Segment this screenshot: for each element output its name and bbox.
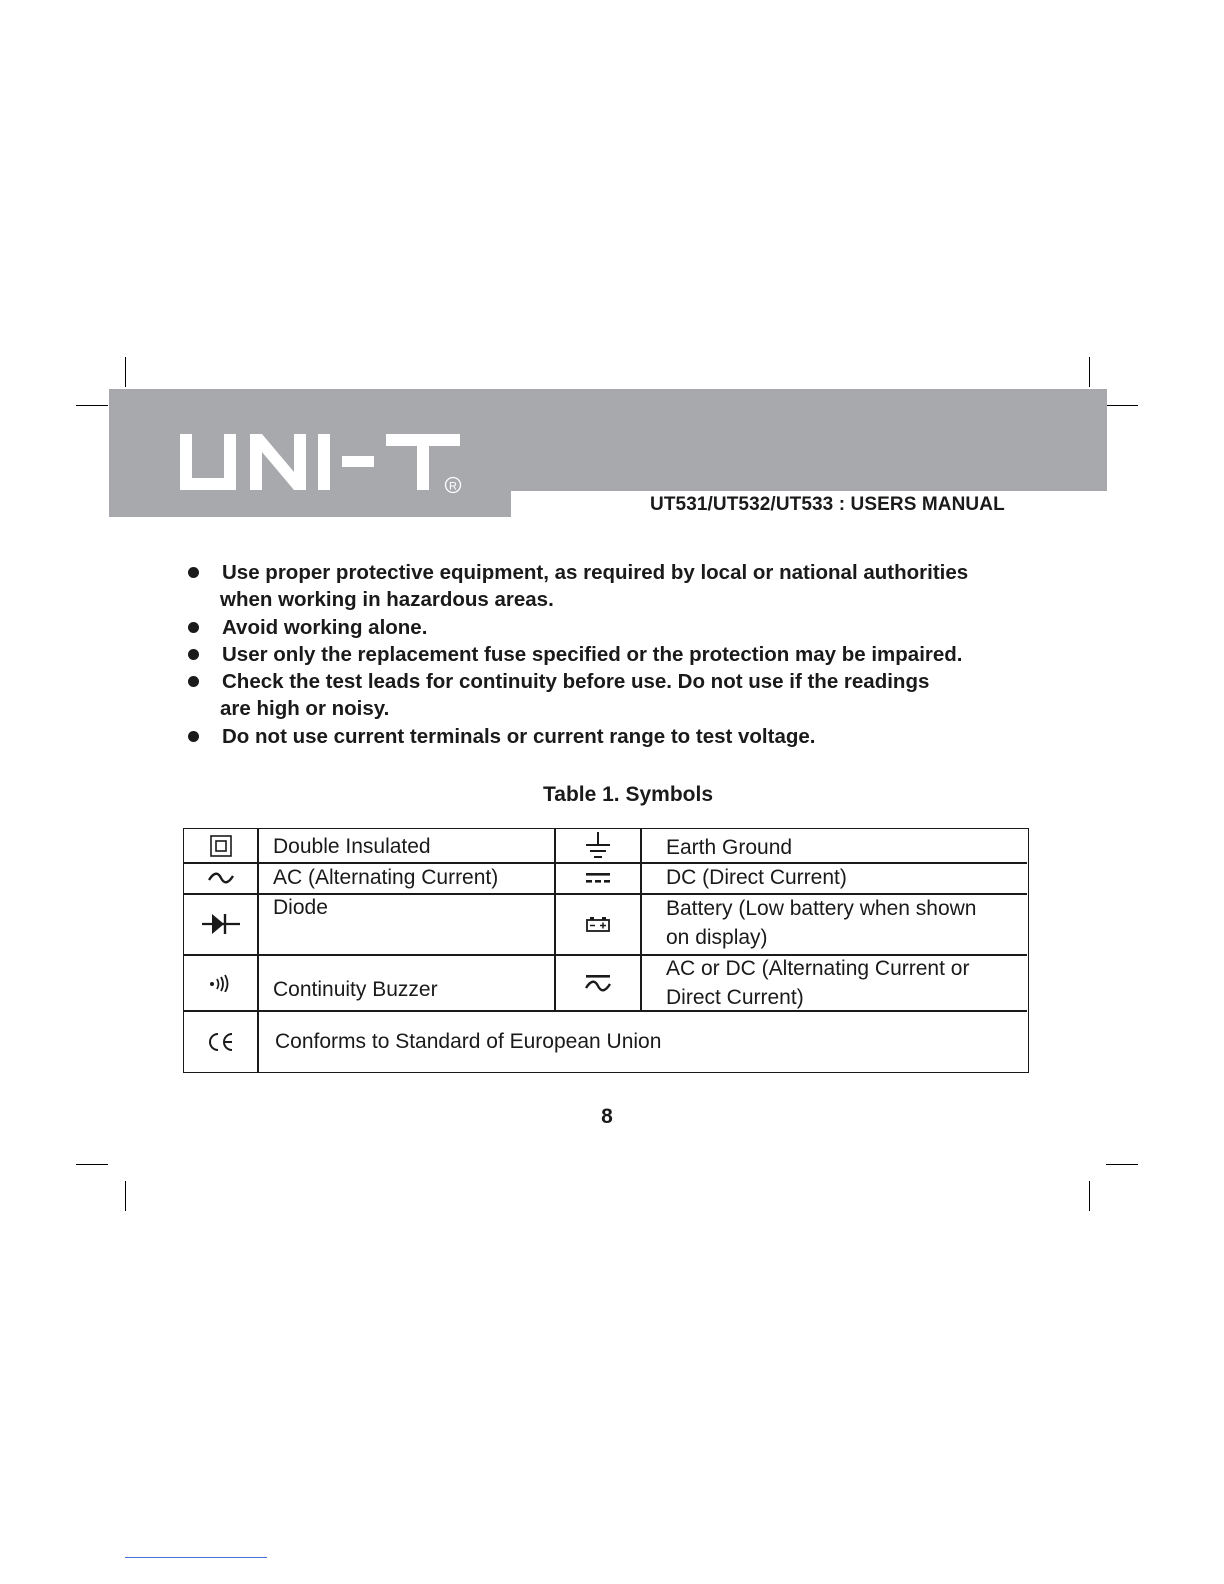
crop-mark	[1089, 1181, 1090, 1211]
symbol-label: AC or DC (Alternating Current or Direct Current)	[666, 957, 970, 1009]
list-item: User only the replacement fuse specified or the protection may be impaired.	[183, 641, 1063, 668]
symbol-label: Battery (Low battery when shown on display)	[666, 897, 977, 949]
manual-title: UT531/UT532/UT533 : USERS MANUAL	[650, 494, 1005, 515]
bullet-icon	[188, 649, 199, 660]
bullet-icon	[188, 731, 199, 742]
symbol-label: Earth Ground	[666, 836, 793, 859]
table-divider	[640, 829, 642, 1011]
header-band-tab	[109, 491, 511, 517]
bullet-icon	[188, 622, 199, 633]
earth-ground-icon	[556, 829, 640, 862]
list-item: Use proper protective equipment, as required by local or national authorities when working in hazardous areas.	[183, 559, 1063, 614]
dc-icon	[556, 863, 640, 893]
ac-icon	[184, 863, 257, 893]
crop-mark	[125, 357, 126, 387]
brand-logo	[178, 432, 468, 494]
crop-mark	[125, 1181, 126, 1211]
battery-icon	[556, 894, 640, 954]
symbol-label: Diode	[273, 896, 328, 919]
bullet-icon	[188, 676, 199, 687]
crop-mark	[1089, 357, 1090, 387]
list-item: Avoid working alone.	[183, 614, 1063, 641]
crop-mark	[1106, 1164, 1138, 1165]
list-item: Do not use current terminals or current range to test voltage.	[183, 723, 1063, 750]
safety-bullet-list	[183, 559, 1063, 750]
table-caption: Table 1. Symbols	[543, 783, 713, 806]
symbol-label: AC (Alternating Current)	[273, 866, 499, 889]
crop-mark	[76, 1164, 108, 1165]
registered-mark: R	[449, 480, 457, 493]
bullet-icon	[188, 567, 199, 578]
diode-icon	[184, 894, 257, 954]
list-item: Check the test leads for continuity before use. Do not use if the readings are high or noisy.	[183, 668, 1063, 723]
continuity-buzzer-icon	[184, 956, 257, 1010]
ac-dc-icon	[556, 956, 640, 1010]
footer-rule	[125, 1557, 267, 1558]
symbol-label: DC (Direct Current)	[666, 866, 847, 889]
crop-mark	[76, 405, 108, 406]
symbol-label: Double Insulated	[273, 835, 431, 858]
page-number: 8	[601, 1105, 613, 1128]
symbols-table	[183, 828, 1029, 1073]
symbol-label: Continuity Buzzer	[273, 978, 438, 1001]
table-divider	[257, 829, 259, 1072]
symbol-label: Conforms to Standard of European Union	[275, 1030, 662, 1053]
ce-mark-icon	[184, 1012, 257, 1072]
double-insulated-icon	[184, 829, 257, 862]
crop-mark	[1106, 405, 1138, 406]
